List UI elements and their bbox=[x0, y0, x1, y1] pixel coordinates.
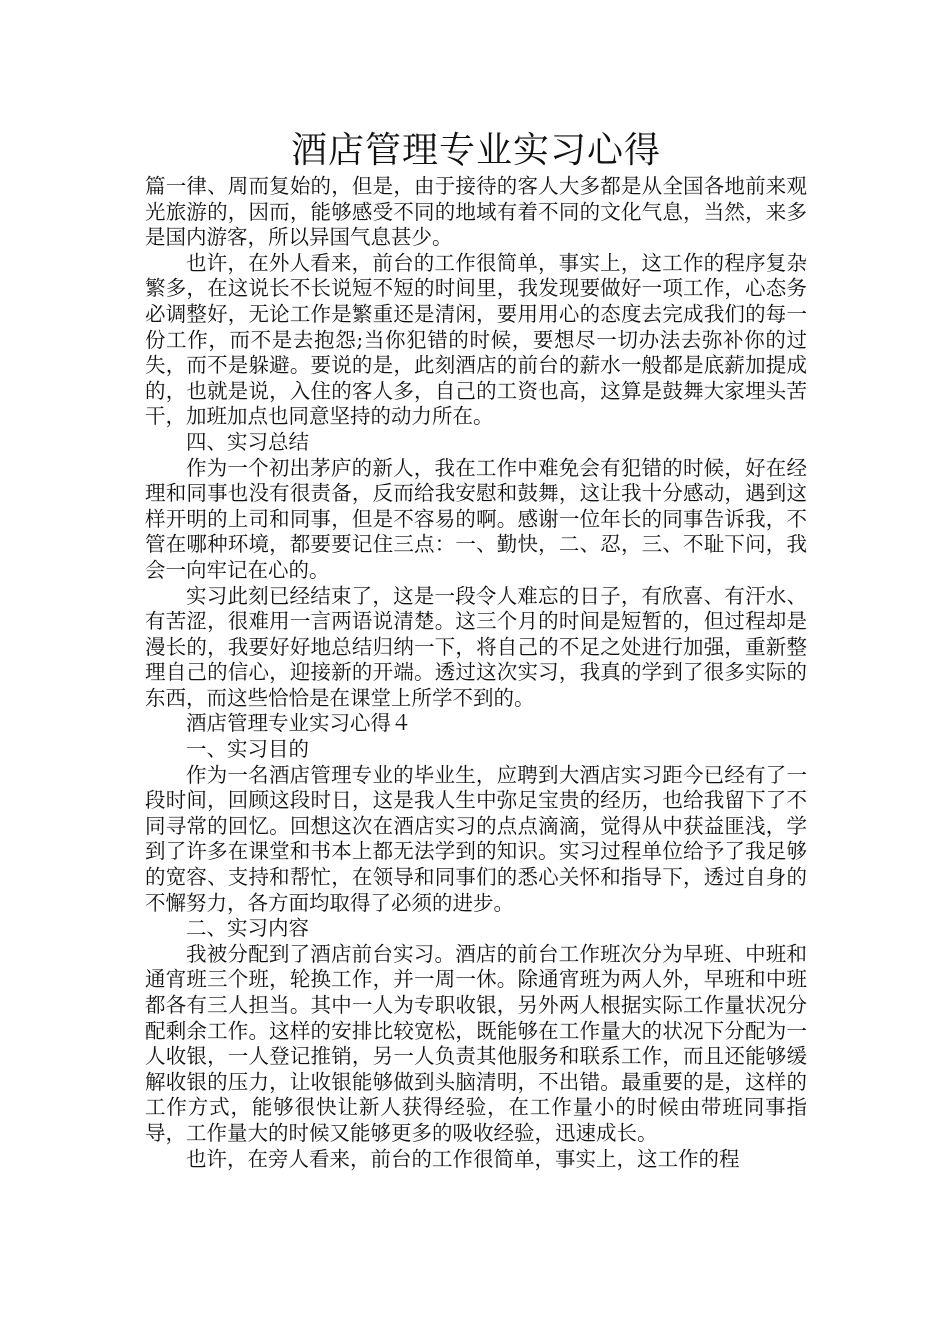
paragraph: 作为一名酒店管理专业的毕业生，应聘到大酒店实习距今已经有了一段时间，回顾这段时日，这是我人生中弥足宝贵的经历，也给我留下了不同寻常的回忆。回想这次在酒店实习的点点滴滴，觉得从中获益匪浅，学到了许多在课堂和书本上都无法学到的知识。实习过程单位给予了我足够的宽容、支持和帮忙，在领导和同事们的悉心关怀和指导下，透过自身的不懈努力，各方面均取得了必须的进步。 bbox=[145, 762, 807, 915]
paragraph: 作为一个初出茅庐的新人，我在工作中难免会有犯错的时候，好在经理和同事也没有很责备，反而给我安慰和鼓舞，这让我十分感动，遇到这样开明的上司和同事，但是不容易的啊。感谢一位年长的同事告诉我，不管在哪种环境，都要要记住三点：一、勤快，二、忍，三、不耻下问，我会一向牢记在心的。 bbox=[145, 455, 807, 582]
paragraph: 也许，在外人看来，前台的工作很简单，事实上，这工作的程序复杂繁多，在这说长不长说短不短的时间里，我发现要做好一项工作，心态务必调整好，无论工作是繁重还是清闲，要用用心的态度去完成我们的每一份工作，而不是去抱怨;当你犯错的时候，要想尽一切办法去弥补你的过失，而不是躲避。要说的是，此刻酒店的前台的薪水一般都是底薪加提成的，也就是说，入住的客人多，自己的工资也高，这算是鼓舞大家埋头苦干，加班加点也同意坚持的动力所在。 bbox=[145, 250, 807, 429]
paragraph: 也许，在旁人看来，前台的工作很简单，事实上，这工作的程 bbox=[186, 1146, 740, 1171]
section-heading-purpose: 一、实习目的 bbox=[186, 737, 309, 762]
document-body bbox=[145, 174, 807, 1172]
paragraph: 我被分配到了酒店前台实习。酒店的前台工作班次分为早班、中班和通宵班三个班，轮换工作，并一周一休。除通宵班为两人外，早班和中班都各有三人担当。其中一人为专职收银，另外两人根据实际工作量状况分配剩余工作。这样的安排比较宽松，既能够在工作量大的状况下分配为一人收银，一人登记推销，另一人负责其他服务和联系工作，而且还能够缓解收银的压力，让收银能够做到头脑清明，不出错。最重要的是，这样的工作方式，能够很快让新人获得经验，在工作量小的时候由带班同事指导，工作量大的时候又能够更多的吸收经验，迅速成长。 bbox=[145, 941, 807, 1145]
document-title: 酒店管理专业实习心得 bbox=[290, 130, 661, 171]
paragraph: 篇一律、周而复始的，但是，由于接待的客人大多都是从全国各地前来观光旅游的，因而，能够感受不同的地域有着不同的文化气息，当然，来多是国内游客，所以异国气息甚少。 bbox=[145, 174, 807, 250]
section-heading-summary: 四、实习总结 bbox=[186, 429, 309, 454]
paragraph: 实习此刻已经结束了，这是一段令人难忘的日子，有欣喜、有汗水、有苦涩，很难用一言两语说清楚。这三个月的时间是短暂的，但过程却是漫长的，我要好好地总结归纳一下，将自己的不足之处进行加强，重新整理自己的信心，迎接新的开端。透过这次实习，我真的学到了很多实际的东西，而这些恰恰是在课堂上所学不到的。 bbox=[145, 583, 807, 710]
section-heading-content: 二、实习内容 bbox=[186, 916, 309, 941]
article-subtitle: 酒店管理专业实习心得４ bbox=[186, 711, 412, 736]
document-page bbox=[145, 128, 807, 1172]
